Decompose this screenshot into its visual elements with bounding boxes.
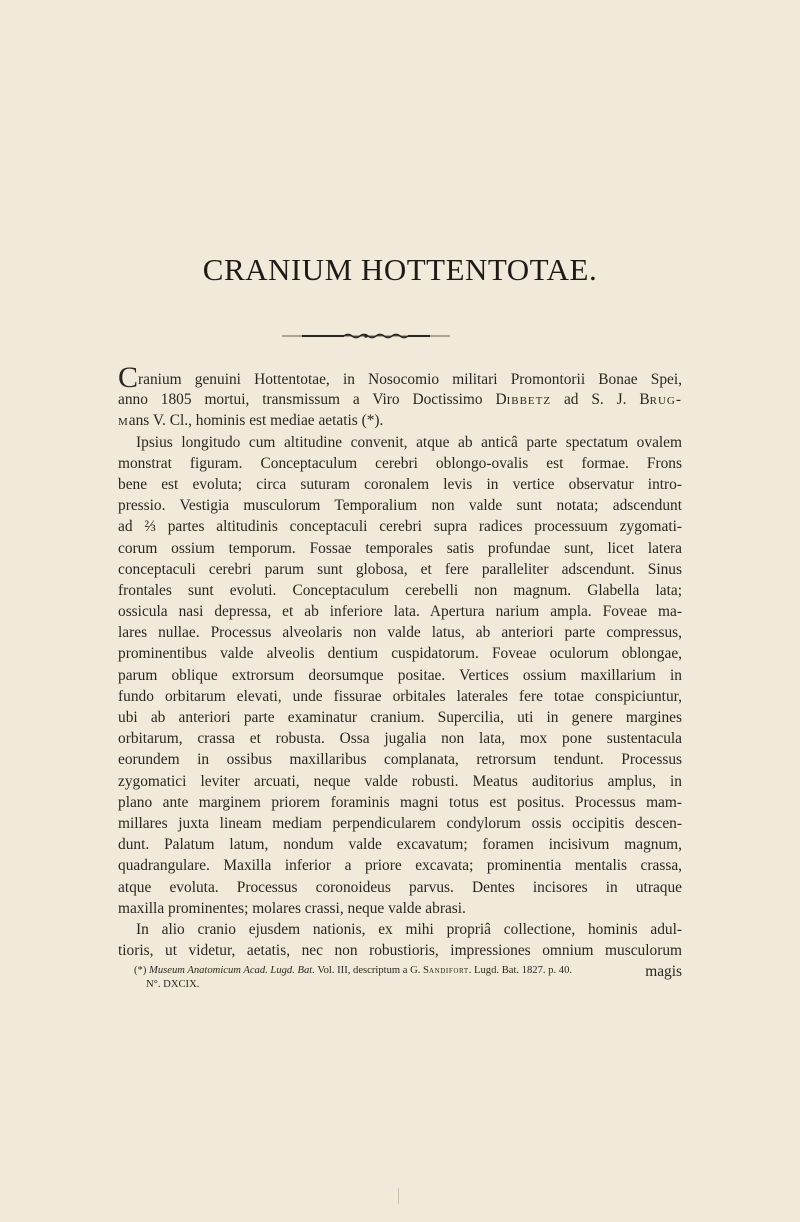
body-line: monstrat figuram. Conceptaculum cerebri oblongo-ovalis est formae. Frons [118, 454, 682, 472]
footnote-line: (*) Museum Anatomicum Acad. Lugd. Bat. Vol. III, descriptum a G. Sandifort. Lugd. Bat. 1827. p. 40. [134, 965, 573, 976]
name-dibbetz: ibbetz [506, 391, 552, 409]
body-line: pressio. Vestigia musculorum Temporalium non valde sunt notata; adscendunt [118, 497, 682, 515]
body-line: maxilla prominentes; molares crassi, neque valde abrasi. [118, 899, 466, 917]
body-line: tioris, ut videtur, aetatis, nec non robustioris, impressiones omnium musculorum [118, 942, 682, 960]
body-line: millares juxta lineam mediam perpendicularem condylorum ossis occipitis descen- [118, 814, 682, 832]
body-line: ad ⅔ partes altitudinis conceptaculi cerebri supra radices processuum zygomati- [118, 518, 682, 536]
drop-cap: C [118, 361, 139, 394]
body-line: bene est evoluta; circa suturam coronalem levis in vertice observatur intro- [118, 475, 682, 493]
body-line: dunt. Palatum latum, nondum valde excavatum; foramen incisivum magnum, [118, 836, 682, 854]
body-line: Cranium genuini Hottentotae, in Nosocomio militari Promontorii Bonae Spei, [118, 361, 682, 394]
body-line: parum oblique extrorsum deorsumque positae. Vertices ossium maxillarium in [118, 666, 682, 684]
body-line: eorundem in ossibus maxillaribus complanata, retrorsum tendunt. Processus [118, 751, 682, 769]
body-line: corum ossium temporum. Fossae temporales satis profundae sunt, licet latera [118, 539, 682, 557]
catchword: magis [645, 963, 682, 981]
body-line: mans V. Cl., hominis est mediae aetatis (*). [118, 412, 384, 430]
page-mark [398, 1188, 399, 1204]
footnote [134, 964, 682, 992]
body-line: fundo orbitarum elevati, unde fissurae orbitales laterales fere totae conspiciuntur, [118, 687, 682, 705]
body-line: In alio cranio ejusdem nationis, ex mihi propriâ collectione, hominis adul- [136, 920, 682, 938]
body-line: Ipsius longitudo cum altitudine convenit, atque ab anticâ parte spectatum ovalem [136, 433, 682, 451]
body-line: lares nullae. Processus alveolaris non valde latus, ab anteriori parte compressus, [118, 624, 682, 642]
body-text [118, 361, 682, 982]
body-line: frontales sunt evoluti. Conceptaculum cerebelli non magnum. Glabella lata; [118, 581, 682, 599]
body-line: quadrangulare. Maxilla inferior a priore excavata; prominentia mentalis crassa, [118, 857, 682, 875]
body-line: ossicula nasi depressa, et ab inferiore lata. Apertura narium ampla. Foveae ma- [118, 603, 682, 621]
decorative-rule [282, 331, 450, 341]
footnote-line: N°. DXCIX. [146, 979, 200, 990]
body-line: plano ante marginem priorem foraminis magni totus est positus. Processus mam- [118, 793, 682, 811]
body-line: ubi ab anteriori parte examinatur cranium. Supercilia, uti in genere margines [118, 709, 682, 726]
body-line: anno 1805 mortui, transmissum a Viro Doctissimo Dibbetz ad S. J. Brug- [118, 391, 682, 409]
body-line: orbitarum, crassa et robusta. Ossa jugalia non lata, mox pone sustentacula [118, 730, 682, 748]
body-line: conceptaculi cerebri parum sunt globosa, et fere paralleliter adscendunt. Sinus [118, 560, 682, 578]
page-title: CRANIUM HOTTENTOTAE. [202, 252, 598, 287]
body-line: zygomatici leviter arcuati, neque valde robusti. Meatus auditorius amplus, in [118, 772, 682, 790]
body-line: atque evoluta. Processus coronoideus parvus. Dentes incisores in utraque [118, 878, 682, 896]
body-line: prominentibus valde alveolis dentium cuspidatorum. Foveae oculorum oblongae, [118, 645, 682, 663]
